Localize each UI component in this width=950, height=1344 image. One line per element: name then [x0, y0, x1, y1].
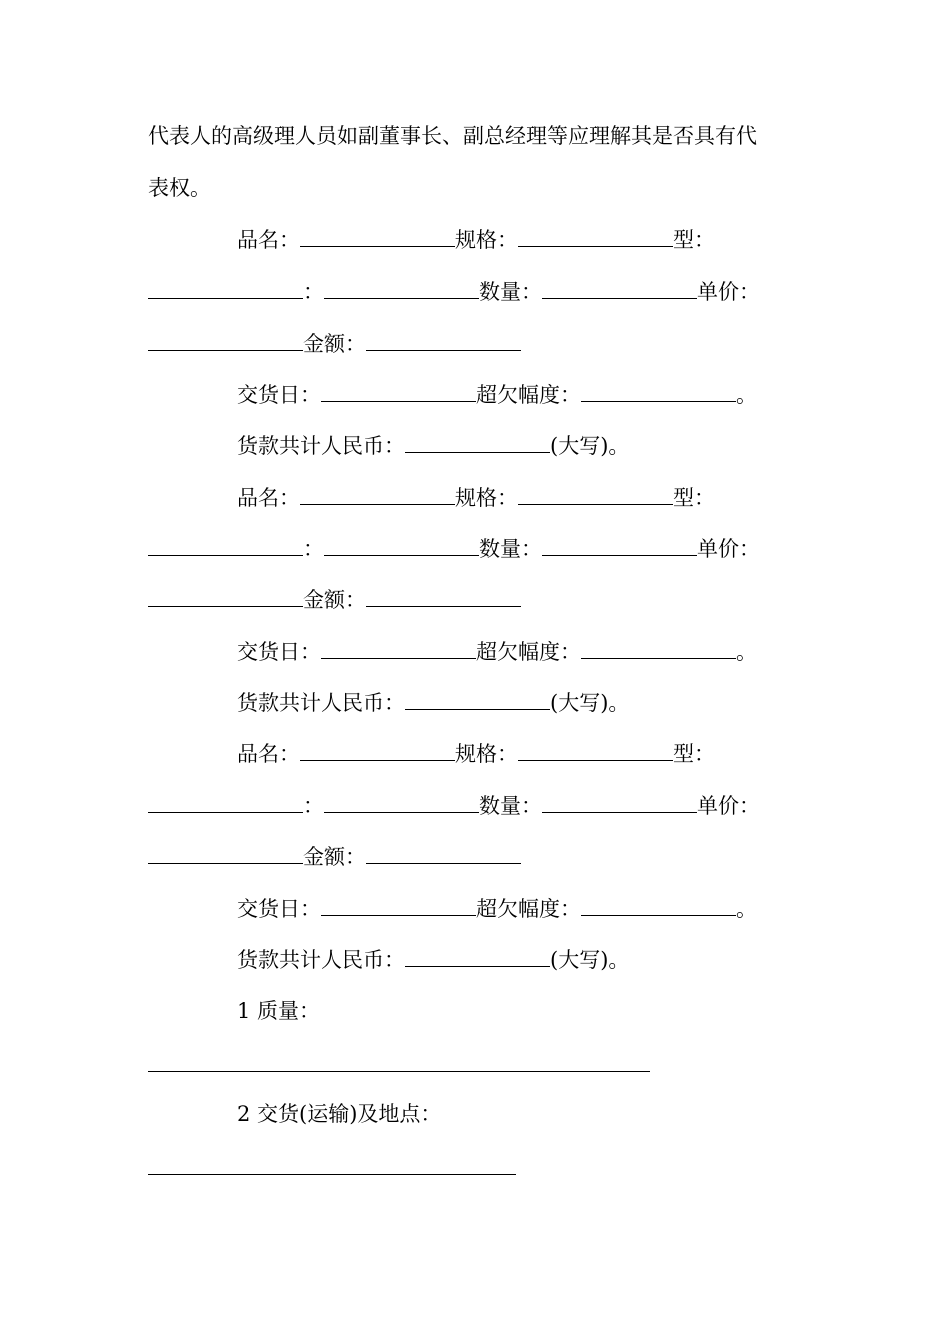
- total-rmb-field[interactable]: [405, 689, 550, 710]
- label-quantity: 数量：: [479, 280, 542, 304]
- label-total-rmb: 货款共计人民币：: [237, 434, 405, 458]
- label-quantity: 数量：: [479, 794, 542, 818]
- quantity-field[interactable]: [542, 535, 697, 556]
- unnamed-field[interactable]: [324, 535, 479, 556]
- label-spec: 规格：: [455, 742, 518, 766]
- label-total-rmb: 货款共计人民币：: [237, 691, 405, 715]
- product-line-1: [237, 484, 715, 512]
- label-in-words: (大写)。: [550, 434, 630, 458]
- label-model: 型：: [673, 742, 715, 766]
- label-unit-price: 单价：: [697, 280, 760, 304]
- label-unit-price: 单价：: [697, 794, 760, 818]
- item-quality-heading: 1 质量：: [237, 999, 321, 1023]
- label-in-words: (大写)。: [550, 948, 630, 972]
- delivery-location-field[interactable]: [148, 1174, 516, 1175]
- label-colon: ：: [303, 537, 324, 561]
- product-line-3: [148, 330, 521, 358]
- label-spec: 规格：: [455, 486, 518, 510]
- label-period: 。: [736, 640, 757, 664]
- quantity-field[interactable]: [542, 278, 697, 299]
- label-delivery-date: 交货日：: [237, 640, 321, 664]
- label-spec: 规格：: [455, 228, 518, 252]
- product-line-1: [237, 226, 715, 254]
- product-line-3: [148, 586, 521, 614]
- delivery-line: [237, 895, 757, 923]
- label-product-name: 品名：: [237, 742, 300, 766]
- label-in-words: (大写)。: [550, 691, 630, 715]
- label-period: 。: [736, 897, 757, 921]
- label-tolerance: 超欠幅度：: [476, 897, 581, 921]
- product-name-field[interactable]: [300, 226, 455, 247]
- product-line-1: [237, 740, 715, 768]
- total-line: [237, 432, 629, 460]
- label-amount: 金额：: [303, 588, 366, 612]
- label-delivery-date: 交货日：: [237, 897, 321, 921]
- spec-field[interactable]: [518, 226, 673, 247]
- tolerance-field[interactable]: [581, 895, 736, 916]
- amount-field[interactable]: [366, 843, 521, 864]
- label-unit-price: 单价：: [697, 537, 760, 561]
- amount-field[interactable]: [366, 330, 521, 351]
- total-rmb-field[interactable]: [405, 946, 550, 967]
- model-field[interactable]: [148, 792, 303, 813]
- label-quantity: 数量：: [479, 537, 542, 561]
- delivery-line: [237, 381, 757, 409]
- label-delivery-date: 交货日：: [237, 383, 321, 407]
- quality-field[interactable]: [148, 1071, 650, 1072]
- label-amount: 金额：: [303, 332, 366, 356]
- product-line-2: [148, 535, 760, 563]
- delivery-date-field[interactable]: [321, 638, 476, 659]
- total-line: [237, 689, 629, 717]
- total-rmb-field[interactable]: [405, 432, 550, 453]
- total-line: [237, 946, 629, 974]
- quantity-field[interactable]: [542, 792, 697, 813]
- product-line-2: [148, 278, 760, 306]
- product-name-field[interactable]: [300, 484, 455, 505]
- item-delivery-heading: 2 交货(运输)及地点：: [237, 1102, 442, 1126]
- tolerance-field[interactable]: [581, 381, 736, 402]
- label-period: 。: [736, 383, 757, 407]
- label-model: 型：: [673, 228, 715, 252]
- label-amount: 金额：: [303, 845, 366, 869]
- label-colon: ：: [303, 794, 324, 818]
- unnamed-field[interactable]: [324, 792, 479, 813]
- unit-price-field[interactable]: [148, 586, 303, 607]
- label-colon: ：: [303, 280, 324, 304]
- amount-field[interactable]: [366, 586, 521, 607]
- label-tolerance: 超欠幅度：: [476, 640, 581, 664]
- unit-price-field[interactable]: [148, 330, 303, 351]
- model-field[interactable]: [148, 278, 303, 299]
- label-product-name: 品名：: [237, 228, 300, 252]
- label-model: 型：: [673, 486, 715, 510]
- intro-line-2: 表权。: [148, 176, 211, 200]
- model-field[interactable]: [148, 535, 303, 556]
- label-total-rmb: 货款共计人民币：: [237, 948, 405, 972]
- delivery-line: [237, 638, 757, 666]
- product-line-2: [148, 792, 760, 820]
- label-tolerance: 超欠幅度：: [476, 383, 581, 407]
- delivery-date-field[interactable]: [321, 381, 476, 402]
- spec-field[interactable]: [518, 484, 673, 505]
- delivery-date-field[interactable]: [321, 895, 476, 916]
- intro-line-1: 代表人的高级理人员如副董事长、副总经理等应理解其是否具有代: [148, 124, 757, 148]
- spec-field[interactable]: [518, 740, 673, 761]
- unit-price-field[interactable]: [148, 843, 303, 864]
- product-name-field[interactable]: [300, 740, 455, 761]
- tolerance-field[interactable]: [581, 638, 736, 659]
- product-line-3: [148, 843, 521, 871]
- label-product-name: 品名：: [237, 486, 300, 510]
- unnamed-field[interactable]: [324, 278, 479, 299]
